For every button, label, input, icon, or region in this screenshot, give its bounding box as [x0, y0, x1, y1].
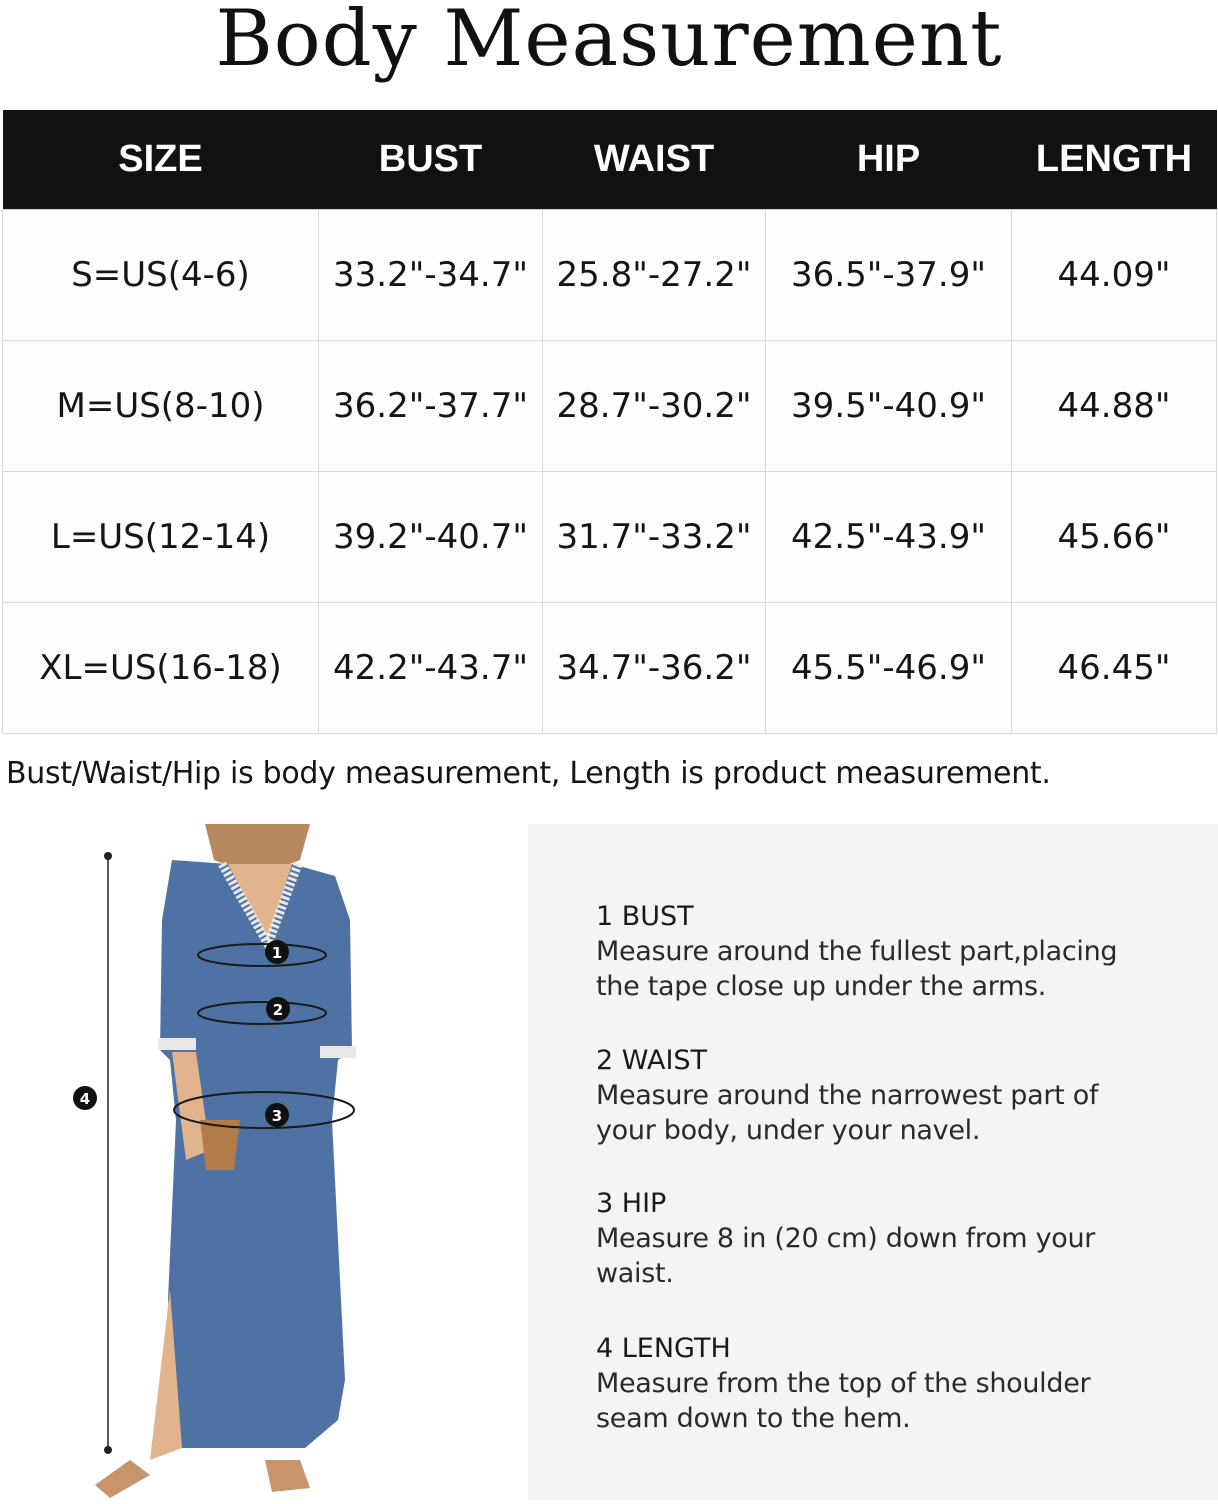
- cell-bust: 39.2"-40.7": [319, 472, 543, 603]
- length-guide-top-dot: [104, 852, 112, 860]
- guide-line: your body, under your navel.: [596, 1115, 981, 1146]
- right-sandal: [265, 1460, 310, 1492]
- cell-bust: 36.2"-37.7": [319, 341, 543, 472]
- cell-hip: 45.5"-46.9": [766, 603, 1012, 734]
- cell-size: L=US(12-14): [3, 472, 319, 603]
- header-length: LENGTH: [1012, 110, 1217, 210]
- hair-shape: [205, 824, 310, 869]
- guide-heading: 4 LENGTH: [596, 1333, 731, 1364]
- length-guide-bottom-dot: [104, 1446, 112, 1454]
- dress-model-figure: [0, 820, 520, 1500]
- header-size: SIZE: [3, 110, 319, 210]
- dress-illustration: [0, 820, 520, 1500]
- header-waist: WAIST: [543, 110, 766, 210]
- marker-2: [266, 997, 290, 1021]
- table-row: [3, 472, 1217, 603]
- guide-heading: 1 BUST: [596, 901, 694, 932]
- marker-4: [73, 1086, 97, 1110]
- table-header-row: [3, 110, 1217, 210]
- cell-bust: 42.2"-43.7": [319, 603, 543, 734]
- marker-4-label: 4: [79, 1090, 91, 1108]
- header-bust: BUST: [319, 110, 543, 210]
- guide-item-bust: [596, 900, 1196, 1004]
- cell-length: 44.88": [1012, 341, 1217, 472]
- marker-3: [265, 1103, 289, 1127]
- table-row: [3, 341, 1217, 472]
- guide-line: seam down to the hem.: [596, 1403, 911, 1434]
- marker-3-label: 3: [271, 1107, 283, 1125]
- guide-item-hip: [596, 1187, 1196, 1291]
- table-row: [3, 603, 1217, 734]
- cell-waist: 34.7"-36.2": [543, 603, 766, 734]
- table-row: [3, 210, 1217, 341]
- cell-waist: 25.8"-27.2": [543, 210, 766, 341]
- guide-line: Measure 8 in (20 cm) down from your: [596, 1223, 1096, 1254]
- measurement-guide-panel: [528, 824, 1218, 1500]
- guide-heading: 3 HIP: [596, 1188, 667, 1219]
- cell-bust: 33.2"-34.7": [319, 210, 543, 341]
- header-hip: HIP: [766, 110, 1012, 210]
- cell-size: M=US(8-10): [3, 341, 319, 472]
- cell-hip: 36.5"-37.9": [766, 210, 1012, 341]
- guide-heading: 2 WAIST: [596, 1045, 708, 1076]
- cell-size: XL=US(16-18): [3, 603, 319, 734]
- guide-line: the tape close up under the arms.: [596, 971, 1047, 1002]
- cell-waist: 28.7"-30.2": [543, 341, 766, 472]
- size-chart-table: [2, 110, 1217, 734]
- cell-waist: 31.7"-33.2": [543, 472, 766, 603]
- cell-length: 46.45": [1012, 603, 1217, 734]
- guide-item-length: [596, 1332, 1196, 1436]
- guide-line: waist.: [596, 1258, 674, 1289]
- cell-size: S=US(4-6): [3, 210, 319, 341]
- marker-1-label: 1: [271, 944, 283, 962]
- cell-length: 44.09": [1012, 210, 1217, 341]
- measurement-note: Bust/Waist/Hip is body measurement, Length is product measurement.: [6, 756, 1051, 791]
- cell-hip: 39.5"-40.9": [766, 341, 1012, 472]
- right-cuff: [320, 1046, 356, 1058]
- guide-line: Measure around the narrowest part of: [596, 1080, 1099, 1111]
- guide-line: Measure around the fullest part,placing: [596, 936, 1118, 967]
- guide-item-waist: [596, 1044, 1196, 1148]
- marker-2-label: 2: [272, 1001, 284, 1019]
- guide-line: Measure from the top of the shoulder: [596, 1368, 1091, 1399]
- left-sandal: [95, 1460, 150, 1498]
- cell-hip: 42.5"-43.9": [766, 472, 1012, 603]
- marker-1: [265, 940, 289, 964]
- cell-length: 45.66": [1012, 472, 1217, 603]
- left-cuff: [158, 1038, 196, 1050]
- page-title: Body Measurement: [215, 0, 1003, 84]
